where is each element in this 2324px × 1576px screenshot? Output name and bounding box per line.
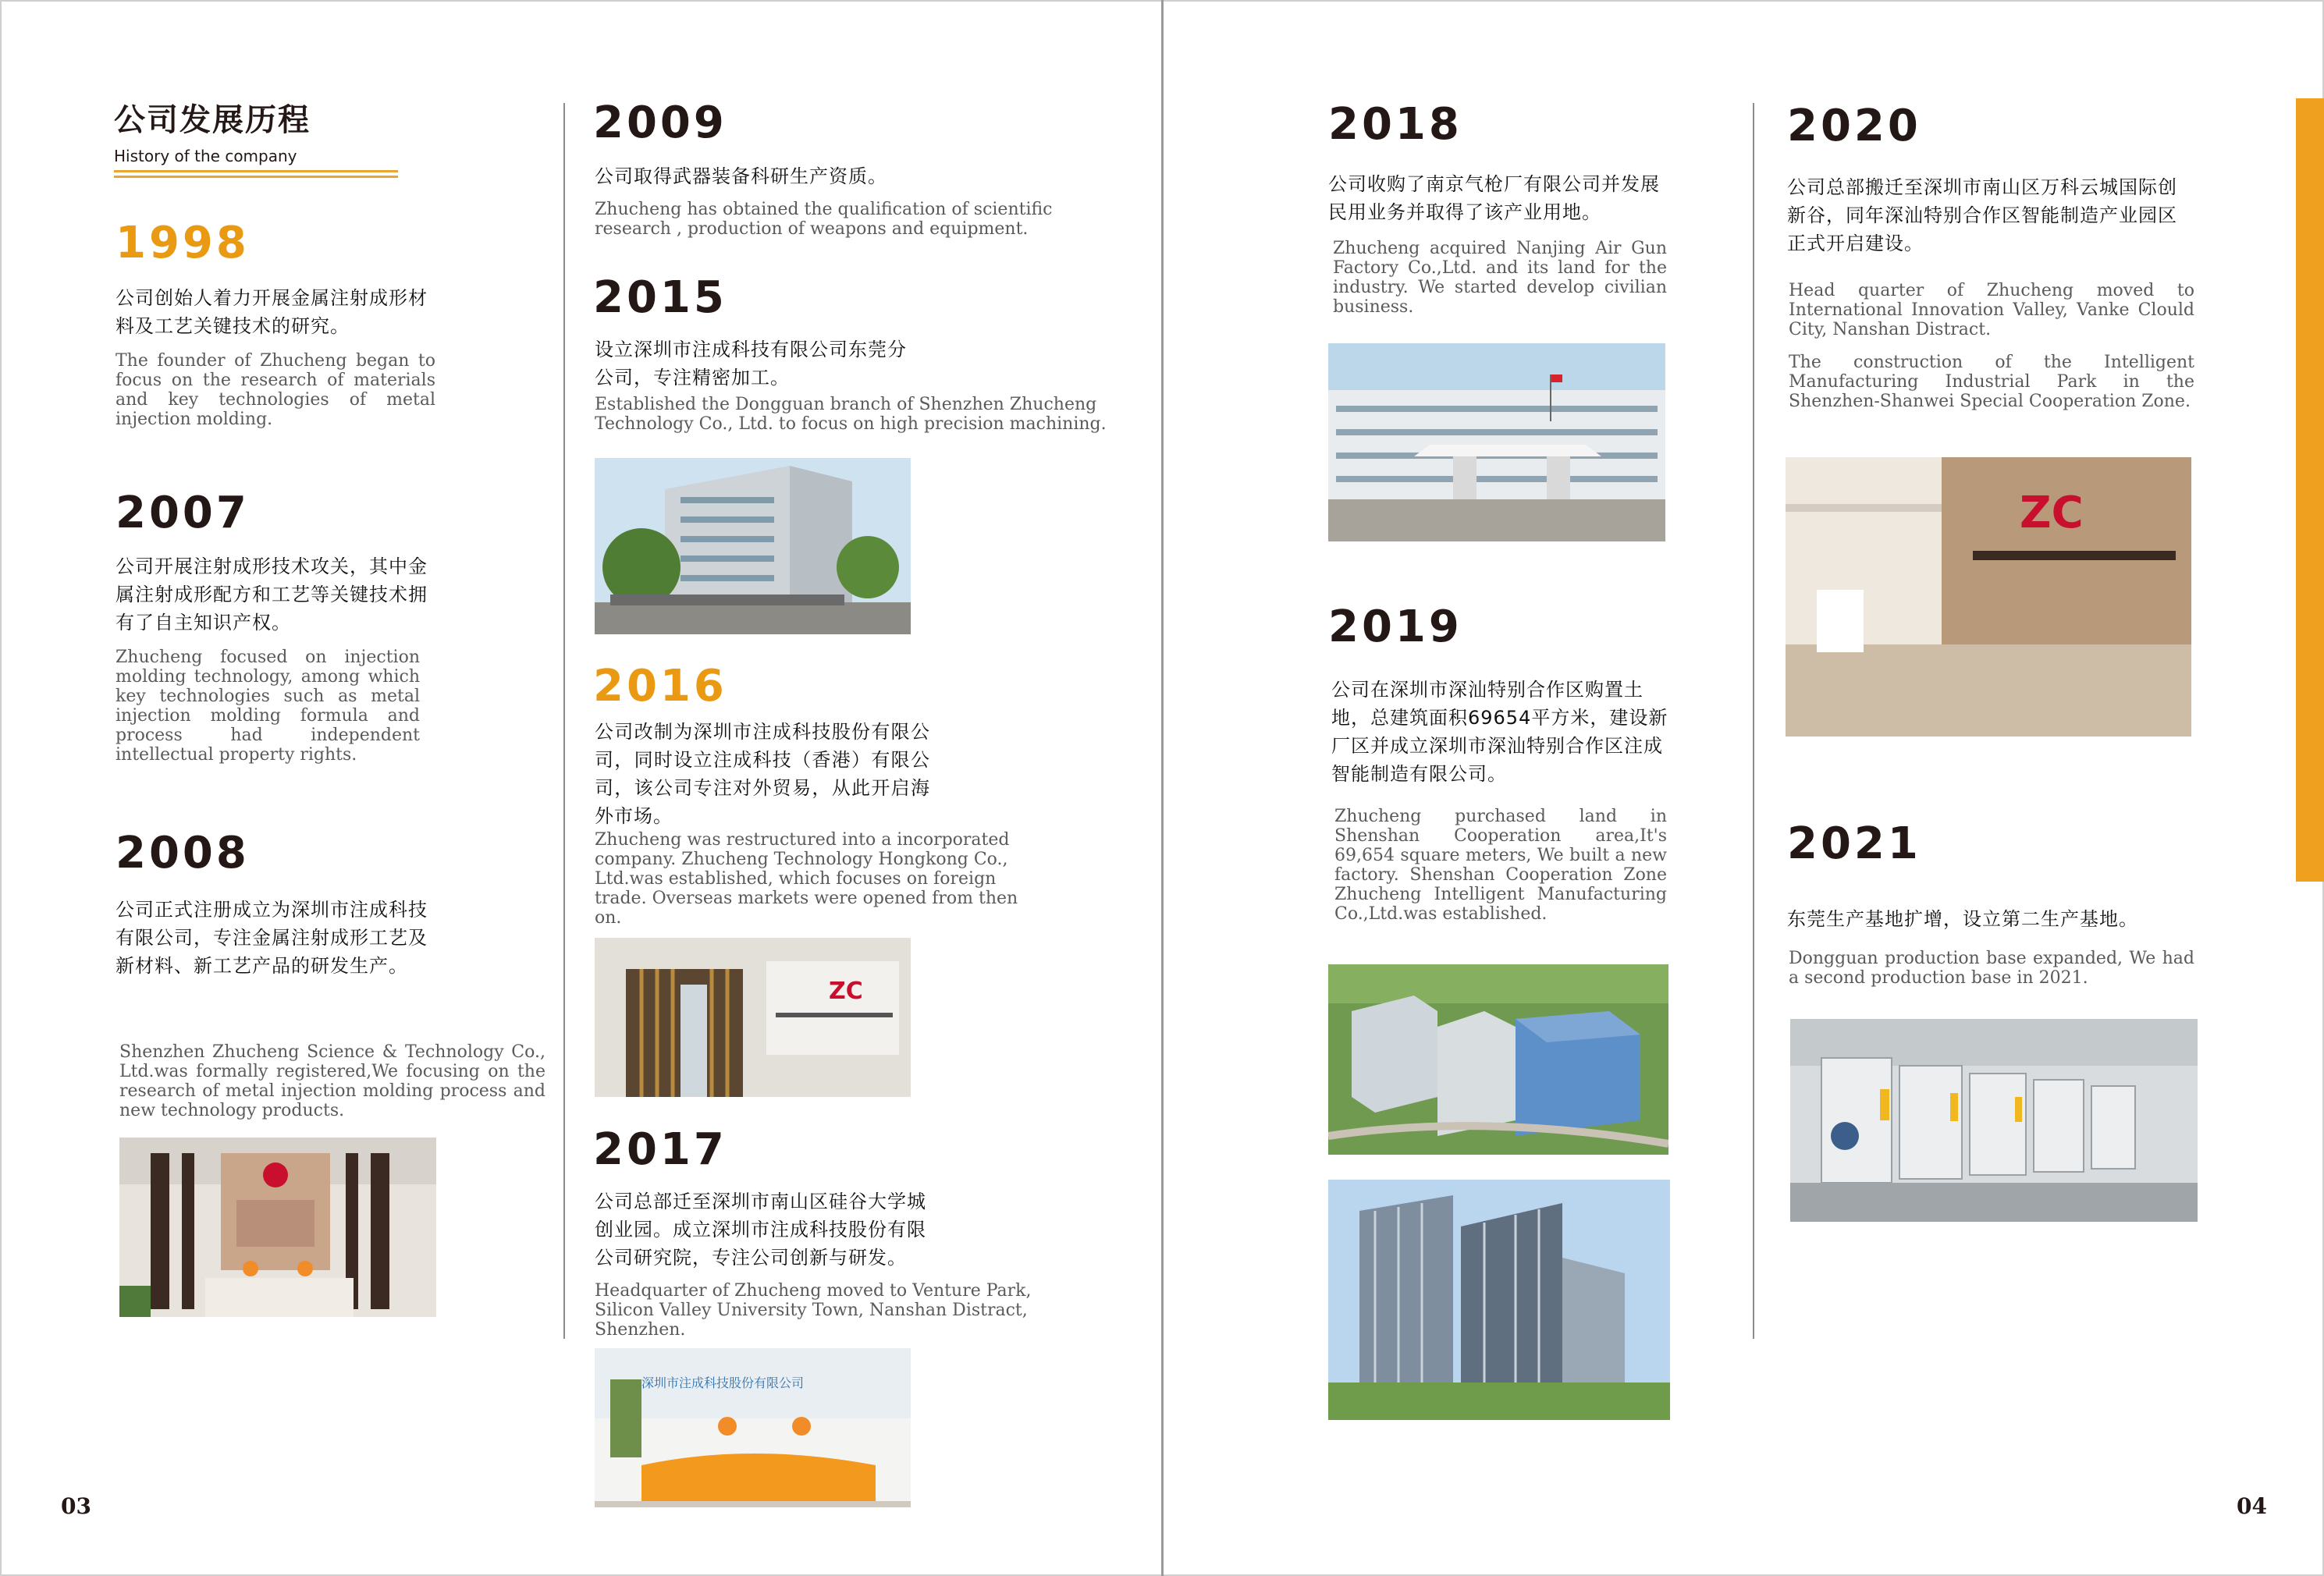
text-cn-1998: 公司创始人着力开展金属注射成形材料及工艺关键技术的研究。 bbox=[115, 287, 428, 337]
year-2019: 2019 bbox=[1328, 602, 1462, 652]
text-cn-2021: 东莞生产基地扩增，设立第二生产基地。 bbox=[1787, 908, 2138, 930]
year-2007: 2007 bbox=[115, 488, 250, 538]
year-2018: 2018 bbox=[1328, 99, 1462, 150]
text-en-2015: Established the Dongguan branch of Shenzhen Zhucheng Technology Co., Ltd. to focus on high precision machining. bbox=[595, 395, 1107, 434]
year-1998: 1998 bbox=[115, 218, 250, 268]
text-cn-2019: 公司在深圳市深汕特别合作区购置土地，总建筑面积69654平方米，建设新厂区并成立深圳市深汕特别合作区注成智能制造有限公司。 bbox=[1331, 679, 1668, 785]
headquarter-reception-photo bbox=[595, 1348, 911, 1507]
year-2008: 2008 bbox=[115, 828, 250, 879]
title-underline bbox=[114, 170, 398, 178]
text-en-2020-construction: The construction of the Intelligent Manufacturing Industrial Park in the Shenzhen-Shanwei Special Cooperation Zone. bbox=[1789, 353, 2194, 411]
year-2009: 2009 bbox=[593, 98, 727, 148]
column-divider bbox=[563, 103, 565, 1339]
industrial-park-aerial-rendering bbox=[1328, 964, 1668, 1155]
office-towers-rendering bbox=[1328, 1180, 1670, 1420]
svg-text:深圳市注成科技股份有限公司: 深圳市注成科技股份有限公司 bbox=[641, 1375, 805, 1390]
text-cn-2020: 公司总部搬迁至深圳市南山区万科云城国际创新谷，同年深汕特别合作区智能制造产业园区正式开启建设。 bbox=[1787, 176, 2177, 254]
svg-text:ZC: ZC bbox=[829, 978, 863, 1005]
year-2021: 2021 bbox=[1787, 818, 1921, 869]
production-base-machines-photo bbox=[1790, 1019, 2198, 1222]
page-number-right: 04 bbox=[2237, 1493, 2267, 1519]
text-cn-2009: 公司取得武器装备科研生产资质。 bbox=[595, 165, 887, 187]
text-en-2021: Dongguan production base expanded, We had a second production base in 2021. bbox=[1789, 949, 2194, 988]
year-2020: 2020 bbox=[1787, 101, 1921, 151]
text-en-2018: Zhucheng acquired Nanjing Air Gun Factory Co.,Ltd. and its land for the industry. We started develop civilian business. bbox=[1333, 239, 1667, 317]
text-en-2020-move: Head quarter of Zhucheng moved to International Innovation Valley, Vanke Clould City, Nanshan Distract. bbox=[1789, 281, 2194, 339]
reception-hall-photo bbox=[119, 1138, 436, 1317]
section-title: 公司发展历程 bbox=[114, 102, 311, 138]
year-2017: 2017 bbox=[593, 1124, 727, 1175]
dongguan-branch-building-photo bbox=[595, 458, 911, 634]
section-subtitle: History of the company bbox=[114, 147, 297, 165]
accent-bar bbox=[2296, 98, 2324, 882]
column-divider bbox=[1753, 103, 1754, 1339]
headquarter-lobby-photo bbox=[1786, 457, 2191, 737]
page-number-left: 03 bbox=[61, 1493, 91, 1519]
text-en-2017: Headquarter of Zhucheng moved to Venture Park, Silicon Valley University Town, Nanshan Distract, Shenzhen. bbox=[595, 1281, 1032, 1340]
text-en-2019: Zhucheng purchased land in Shenshan Cooperation area,It's 69,654 square meters, We built a new factory. Shenshan Cooperation Zone Zhucheng Intelligent Manufacturing Co.,Ltd.was established. bbox=[1334, 807, 1667, 924]
text-cn-2008: 公司正式注册成立为深圳市注成科技有限公司，专注金属注射成形工艺及新材料、新工艺产品的研发生产。 bbox=[115, 899, 428, 977]
text-en-1998: The founder of Zhucheng began to focus on the research of materials and key technologies of metal injection molding. bbox=[115, 351, 435, 429]
hongkong-office-entrance-photo bbox=[595, 938, 911, 1097]
page-spine bbox=[1161, 0, 1164, 1576]
text-en-2008: Shenzhen Zhucheng Science & Technology Co., Ltd.was formally registered,We focusing on the research of metal injection molding process and new technology products. bbox=[119, 1042, 545, 1120]
text-cn-2015: 设立深圳市注成科技有限公司东莞分公司，专注精密加工。 bbox=[595, 339, 907, 389]
text-cn-2016: 公司改制为深圳市注成科技股份有限公司，同时设立注成科技（香港）有限公司，该公司专注对外贸易，从此开启海外市场。 bbox=[595, 721, 930, 827]
text-en-2007: Zhucheng focused on injection molding technology, among which key technologies such as metal injection molding formula and process had independent intellectual property rights. bbox=[115, 648, 420, 765]
nanjing-factory-photo bbox=[1328, 343, 1665, 541]
text-cn-2018: 公司收购了南京气枪厂有限公司并发展民用业务并取得了该产业用地。 bbox=[1328, 173, 1660, 223]
text-en-2016: Zhucheng was restructured into a incorporated company. Zhucheng Technology Hongkong Co., Ltd.was established, which focuses on foreign trade. Overseas markets were opened from then on. bbox=[595, 830, 1018, 928]
text-cn-2017: 公司总部迁至深圳市南山区硅谷大学城创业园。成立深圳市注成科技股份有限公司研究院，专注公司创新与研发。 bbox=[595, 1191, 926, 1269]
svg-text:ZC: ZC bbox=[2020, 488, 2084, 538]
year-2016: 2016 bbox=[593, 661, 727, 712]
text-en-2009: Zhucheng has obtained the qualification of scientific research , production of weapons and equipment. bbox=[595, 200, 1053, 239]
text-cn-2007: 公司开展注射成形技术攻关，其中金属注射成形配方和工艺等关键技术拥有了自主知识产权。 bbox=[115, 556, 428, 634]
year-2015: 2015 bbox=[593, 272, 727, 323]
